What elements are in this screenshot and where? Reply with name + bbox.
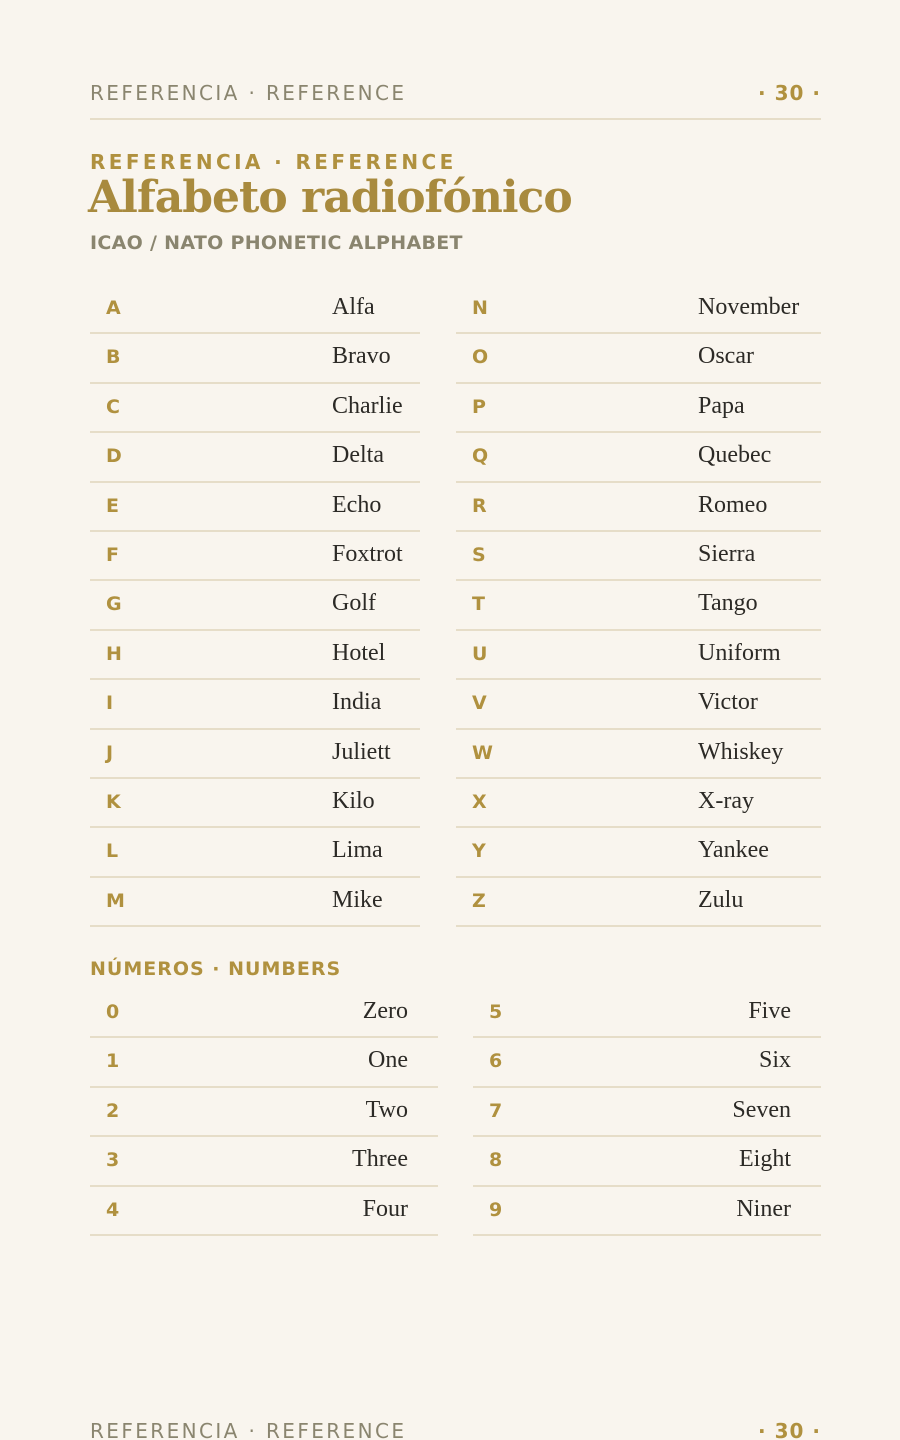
table-row [90,779,420,828]
table-row [456,384,821,433]
row-codeword: Lima [332,837,383,864]
row-codeword: Golf [332,590,376,617]
row-key: I [106,692,114,715]
table-row [473,1137,821,1186]
row-key: 6 [489,1050,503,1073]
row-key: R [472,494,487,517]
table-row [90,1038,438,1087]
table-row [473,1088,821,1137]
row-key: F [106,543,119,566]
table-row [90,730,420,779]
row-codeword: Oscar [698,343,754,370]
row-codeword: Echo [332,491,382,518]
table-row [456,730,821,779]
table-row [90,878,420,927]
row-key: A [106,297,121,319]
row-codeword: Victor [698,689,758,716]
table-row [90,828,420,877]
numbers-heading: NÚMEROS · NUMBERS [90,958,342,980]
table-row [90,334,420,383]
alphabet-column-left [90,285,420,927]
table-row [90,631,420,680]
row-key: C [106,395,120,418]
table-row [456,334,821,383]
row-key: 4 [106,1198,120,1221]
row-codeword: Seven [732,1096,791,1123]
row-codeword: One [368,1047,408,1074]
table-row [90,532,420,581]
running-footer [90,1416,821,1440]
row-key: L [106,840,119,863]
row-key: 9 [489,1198,503,1221]
row-key: T [472,593,485,616]
row-key: V [472,692,487,715]
row-key: X [472,790,487,813]
table-row [473,1038,821,1087]
row-codeword: Yankee [698,837,769,864]
row-key: P [472,395,486,418]
row-key: N [472,297,488,319]
row-codeword: Whiskey [698,738,784,765]
row-codeword: Juliett [332,738,391,765]
row-key: W [472,741,493,764]
table-row [473,989,821,1038]
alphabet-column-right [456,285,821,927]
row-key: 5 [489,1001,503,1023]
table-row [456,532,821,581]
page-subtitle: ICAO / NATO PHONETIC ALPHABET [90,232,463,254]
table-row [456,878,821,927]
row-key: 3 [106,1149,120,1172]
row-codeword: Two [365,1096,408,1123]
row-codeword: Five [748,998,791,1024]
page-title: Alfabeto radiofónico [88,172,572,223]
row-codeword: Bravo [332,343,391,370]
table-row [90,680,420,729]
section-eyebrow: REFERENCIA · REFERENCE [90,150,457,174]
table-row [456,581,821,630]
table-row [90,1088,438,1137]
table-row [90,1187,438,1236]
row-codeword: X-ray [698,787,754,814]
row-codeword: Alfa [332,294,375,320]
row-codeword: Delta [332,442,384,469]
row-codeword: Quebec [698,442,772,469]
table-row [90,384,420,433]
table-row [473,1187,821,1236]
row-key: Z [472,889,486,912]
row-key: O [472,346,489,369]
row-key: M [106,889,125,912]
row-key: U [472,642,488,665]
row-codeword: India [332,689,382,716]
row-key: G [106,593,122,616]
table-row [90,483,420,532]
row-codeword: Three [352,1146,408,1173]
row-codeword: Zulu [698,886,744,913]
row-codeword: Six [758,1047,791,1074]
row-key: S [472,543,486,566]
row-key: K [106,790,121,813]
row-codeword: Niner [736,1195,791,1222]
header-divider [90,118,821,120]
row-codeword: Sierra [698,540,756,567]
table-row [90,433,420,482]
row-codeword: Foxtrot [332,540,403,567]
table-row [456,631,821,680]
row-key: Y [472,840,486,863]
row-codeword: Hotel [332,639,386,666]
table-row [456,483,821,532]
table-row [456,285,821,334]
row-codeword: Uniform [698,639,781,666]
table-row [456,779,821,828]
table-row [90,285,420,334]
row-key: Q [472,445,489,468]
running-header-label: REFERENCIA · REFERENCE [90,81,407,105]
table-row [90,581,420,630]
row-key: 0 [106,1001,120,1023]
row-key: 1 [106,1050,120,1073]
row-codeword: Papa [698,392,745,419]
row-codeword: Kilo [332,787,375,814]
row-key: 7 [489,1099,503,1122]
running-header [90,78,821,108]
row-codeword: Mike [332,886,383,913]
table-row [456,433,821,482]
row-key: 8 [489,1149,503,1172]
footer-page-number: · 30 · [758,1419,821,1440]
row-key: 2 [106,1099,120,1122]
row-key: B [106,346,121,369]
row-codeword: Charlie [332,392,403,419]
numbers-column-right [473,989,821,1236]
row-codeword: Zero [362,998,408,1024]
row-codeword: Eight [739,1146,791,1173]
row-codeword: Romeo [698,491,768,518]
table-row [90,989,438,1038]
row-key: E [106,494,119,517]
row-key: D [106,445,122,468]
row-key: H [106,642,122,665]
row-codeword: Tango [698,590,758,617]
numbers-column-left [90,989,438,1236]
table-row [456,828,821,877]
table-row [90,1137,438,1186]
running-footer-label: REFERENCIA · REFERENCE [90,1419,407,1440]
page-number: · 30 · [758,81,821,105]
row-key: J [106,741,114,764]
row-codeword: Four [362,1195,408,1222]
row-codeword: November [698,294,800,320]
table-row [456,680,821,729]
